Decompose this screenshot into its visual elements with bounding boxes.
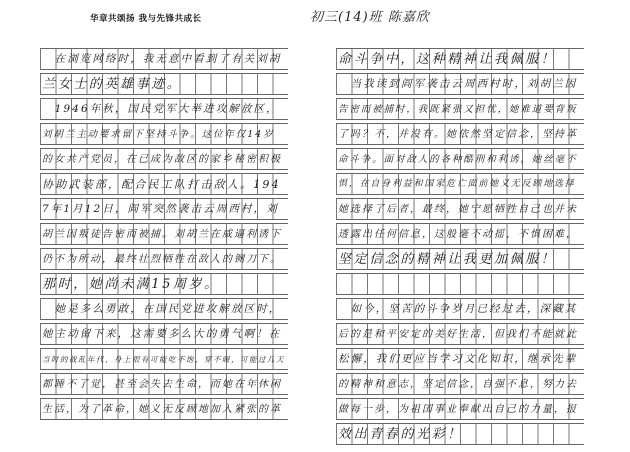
grid-row: [336, 198, 584, 220]
grid-row: [40, 348, 288, 370]
grid-row: [40, 198, 288, 220]
grid-row: [40, 323, 288, 345]
essay-line: 惧，在自身利益和国家危亡面前她义无反顾地选择: [338, 179, 576, 189]
grid-row: [40, 173, 288, 195]
grid-row: [336, 48, 584, 70]
grid-row: [336, 323, 584, 345]
grid-row: [336, 373, 584, 395]
essay-line: 命斗争中，这种精神让我佩服！: [338, 52, 557, 67]
essay-line: 告密而被捕时，我既紧张又担忧，她难道要背叛: [338, 104, 578, 115]
essay-line: 在浏览网络时，我无意中看到了有关刘胡: [42, 53, 282, 65]
essay-line: 协助武装部，配合民工队打击敌人。194: [42, 178, 281, 191]
grid-row: [336, 248, 584, 270]
essay-line: 7年1月12日，阎军突然袭击云周西村，刘: [42, 203, 279, 215]
essay-line: 当时的战乱年代，身上很有可能吃不饱，穿不暖，可能过几天: [42, 355, 285, 364]
grid-row: [40, 123, 288, 145]
grid-row: [336, 348, 584, 370]
grid-row: [40, 73, 288, 95]
grid-row: [336, 98, 584, 120]
grid-row: [40, 398, 288, 420]
essay-line: 的女共产党员，在已成为敌区的家乡秘密积极: [42, 154, 282, 165]
essay-line: 都睡不了觉，甚至会失去生命，而她在年休闲: [42, 379, 282, 390]
essay-line: 生活，为了革命，她义无反顾地加入紧张的革: [42, 404, 282, 415]
grid-row: [40, 373, 288, 395]
essay-line: 了吗？不，并没有。她依然坚定信念，坚持革: [338, 129, 578, 140]
essay-line: 坚定信念的精神让我更加佩服！: [338, 252, 557, 267]
essay-line: 她主动留下来，这需要多么大的勇气啊！在: [42, 328, 282, 340]
grid-row: [40, 273, 288, 295]
essay-line: 做每一步，为祖国事业奉献出自己的力量，报: [338, 404, 578, 415]
grid-row: [40, 248, 288, 270]
essay-line: 如今，坚苦的斗争岁月已经过去，深藏其: [338, 303, 578, 315]
grid-row: [336, 298, 584, 320]
right-grid-sheet: [336, 48, 584, 442]
grid-row: [336, 73, 584, 95]
essay-line: 命斗争。面对敌人的各种酷刑和利诱，她丝毫不: [338, 154, 578, 165]
grid-row: [40, 223, 288, 245]
essay-line: 后的是和平安定的美好生活，但我们不能就此: [338, 329, 578, 340]
author-handwritten: 初三(14)班 陈嘉欣: [310, 10, 430, 25]
essay-line: 松懈，我们更应当学习文化知识，继承先辈: [338, 353, 578, 365]
essay-line: 仍不为所动，最终壮烈牺牲在敌人的铡刀下。: [42, 254, 282, 265]
grid-row: [336, 423, 584, 445]
essay-line: 的精神和意志，坚定信念，自强不息，努力去: [338, 379, 578, 390]
essay-line: 兰女士的英雄事迹。: [42, 77, 183, 92]
grid-row: [336, 173, 584, 195]
grid-row: [336, 273, 584, 295]
essay-line: 1946年秋，国民党军大举进攻解放区，: [42, 103, 279, 115]
essay-line: 透露出任何信息，这般毫不动摇，不惧困难，: [338, 229, 578, 240]
essay-line: 刘胡兰主动要求留下坚持斗争。这位年仅14岁: [42, 129, 275, 140]
grid-row: [40, 148, 288, 170]
essay-line: 胡兰因叛徒告密而被捕。刘胡兰在威逼利诱下: [42, 229, 282, 240]
grid-row: [40, 298, 288, 320]
grid-row: [40, 98, 288, 120]
grid-row: [336, 123, 584, 145]
grid-row: [336, 223, 584, 245]
essay-line: 当我读到阎军袭击云周西村时，刘胡兰因: [338, 78, 578, 90]
essay-line: 那时，她尚未满15周岁。: [42, 277, 220, 292]
grid-row: [336, 398, 584, 420]
grid-row: [336, 148, 584, 170]
essay-line: 效出青春的光彩！: [338, 427, 463, 442]
essay-line: 她是多么勇敢，在国民党进攻解放区时，: [42, 303, 282, 315]
essay-line: 她选择了后者，最终，她宁愿牺牲自己也并未: [338, 204, 578, 215]
left-grid-sheet: [40, 48, 288, 422]
page-header-title: 华章共颂扬 我与先锋共成长: [90, 14, 202, 24]
grid-row: [40, 48, 288, 70]
